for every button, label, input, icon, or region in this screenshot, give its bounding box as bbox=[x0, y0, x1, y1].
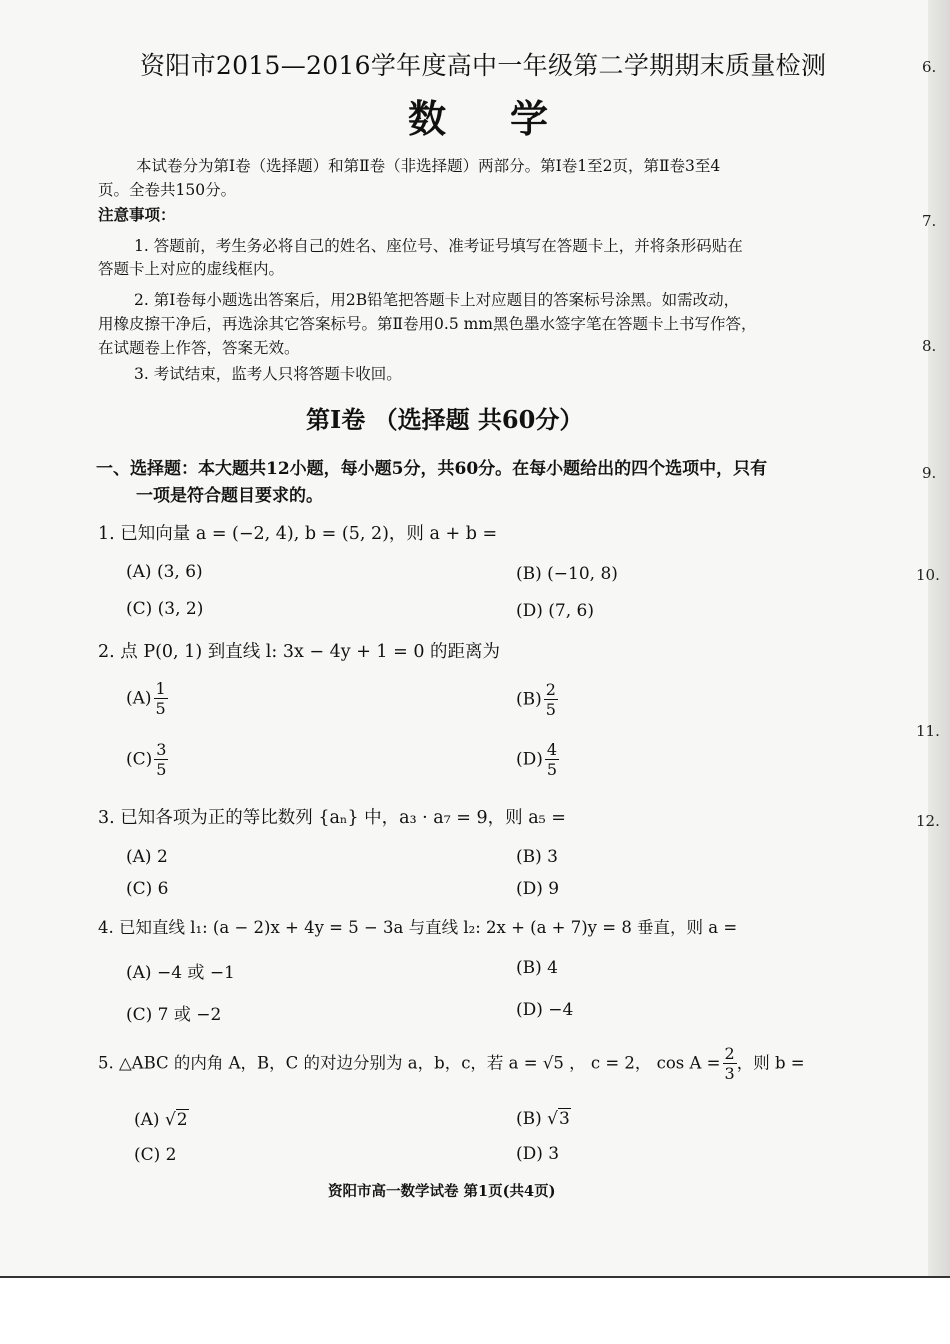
q2-option-b-label: (B) bbox=[516, 689, 542, 710]
q2-option-d-fraction bbox=[545, 742, 559, 778]
question-5-cos-fraction bbox=[723, 1046, 737, 1082]
q5-option-c: (C) 2 bbox=[134, 1145, 177, 1165]
intro-line-1: 本试卷分为第Ⅰ卷（选择题）和第Ⅱ卷（非选择题）两部分。第Ⅰ卷1至2页，第Ⅱ卷3至4 bbox=[136, 157, 721, 175]
q1-option-a: (A) (3, 6) bbox=[126, 562, 203, 582]
q4-option-c: (C) 7 或 −2 bbox=[126, 1005, 222, 1025]
q2-option-a-label: (A) bbox=[126, 688, 152, 709]
q3-option-c: (C) 6 bbox=[126, 879, 169, 899]
exam-title: 资阳市2015—2016学年度高中一年级第二学期期末质量检测 bbox=[140, 51, 827, 80]
section-title: 第Ⅰ卷 （选择题 共60分） bbox=[306, 405, 584, 434]
q5-option-a-radicand: 2 bbox=[176, 1110, 188, 1130]
q3-option-a: (A) 2 bbox=[126, 847, 168, 867]
q3-option-d: (D) 9 bbox=[516, 879, 560, 899]
margin-number-10: 10. bbox=[916, 566, 940, 584]
q5-option-b bbox=[516, 1109, 571, 1129]
question-5-stem bbox=[98, 1046, 805, 1082]
q4-option-a: (A) −4 或 −1 bbox=[126, 963, 235, 983]
q5-option-d: (D) 3 bbox=[516, 1144, 560, 1164]
question-5-cos-den: 3 bbox=[724, 1064, 735, 1083]
q2-option-d bbox=[516, 742, 559, 778]
q2-option-c-den: 5 bbox=[156, 760, 167, 779]
question-2-stem: 2. 点 P(0, 1) 到直线 l: 3x − 4y + 1 = 0 的距离为 bbox=[98, 642, 501, 662]
q2-option-d-den: 5 bbox=[546, 760, 558, 779]
part-heading-line-1: 一、选择题：本大题共12小题，每小题5分，共60分。在每小题给出的四个选项中，只有 bbox=[96, 459, 768, 479]
question-5-stem-a: 5. △ABC 的内角 A，B，C 的对边分别为 a，b，c，若 a = √5 ， c = 2， cos A = bbox=[98, 1053, 721, 1073]
q2-option-c-num: 3 bbox=[156, 740, 167, 759]
q2-option-c-fraction bbox=[154, 742, 168, 778]
q2-option-d-label: (D) bbox=[516, 749, 543, 770]
blank-area bbox=[0, 1278, 950, 1344]
question-1-stem: 1. 已知向量 a = (−2, 4), b = (5, 2)，则 a + b = bbox=[98, 524, 498, 544]
q2-option-a-den: 5 bbox=[155, 699, 166, 718]
margin-number-6: 6. bbox=[922, 58, 937, 76]
q5-option-a bbox=[134, 1110, 189, 1130]
q5-option-a-label: (A) bbox=[134, 1110, 160, 1130]
next-page-edge bbox=[928, 0, 950, 1276]
note-2c: 在试题卷上作答，答案无效。 bbox=[98, 339, 300, 357]
q2-option-a bbox=[126, 681, 168, 717]
question-4-stem: 4. 已知直线 l₁: (a − 2)x + 4y = 5 − 3a 与直线 l₂: 2x + (a + 7)y = 8 垂直，则 a = bbox=[98, 918, 738, 937]
note-2b: 用橡皮擦干净后，再选涂其它答案标号。第Ⅱ卷用0.5 mm黑色墨水签字笔在答题卡上书写作答， bbox=[98, 315, 757, 333]
question-5-cos-num: 2 bbox=[724, 1044, 735, 1063]
note-1a: 1. 答题前，考生务必将自己的姓名、座位号、准考证号填写在答题卡上，并将条形码贴在 bbox=[134, 237, 743, 255]
part-heading-line-2: 一项是符合题目要求的。 bbox=[136, 486, 323, 506]
margin-number-8: 8. bbox=[922, 337, 937, 355]
notes-title: 注意事项： bbox=[98, 205, 176, 224]
margin-number-11: 11. bbox=[916, 722, 940, 740]
q5-option-b-sqrt: √3 bbox=[547, 1109, 570, 1129]
q5-option-b-radicand: 3 bbox=[559, 1109, 570, 1129]
note-2a: 2. 第Ⅰ卷每小题选出答案后，用2B铅笔把答题卡上对应题目的答案标号涂黑。如需改动， bbox=[134, 291, 740, 309]
q2-option-b-fraction bbox=[544, 682, 558, 718]
page-footer: 资阳市高一数学试卷 第1页(共4页) bbox=[328, 1183, 556, 1200]
note-3: 3. 考试结束，监考人只将答题卡收回。 bbox=[134, 365, 402, 383]
q1-option-d: (D) (7, 6) bbox=[516, 601, 595, 621]
q2-option-b-num: 2 bbox=[545, 680, 556, 699]
margin-number-7: 7. bbox=[922, 212, 937, 230]
q4-option-b: (B) 4 bbox=[516, 958, 558, 978]
q1-option-c: (C) (3, 2) bbox=[126, 599, 204, 619]
q2-option-c bbox=[126, 742, 168, 778]
q5-option-a-sqrt: √2 bbox=[164, 1110, 188, 1130]
q2-option-d-num: 4 bbox=[546, 740, 558, 759]
q4-option-d: (D) −4 bbox=[516, 1000, 574, 1020]
q2-option-a-fraction bbox=[154, 681, 168, 717]
margin-number-9: 9. bbox=[922, 464, 937, 482]
q3-option-b: (B) 3 bbox=[516, 847, 558, 867]
intro-line-2: 页。全卷共150分。 bbox=[98, 181, 237, 199]
subject-title: 数学 bbox=[408, 96, 613, 141]
q2-option-b bbox=[516, 682, 558, 718]
q5-option-b-label: (B) bbox=[516, 1109, 542, 1129]
question-5-stem-b: ，则 b = bbox=[736, 1053, 805, 1073]
question-3-stem: 3. 已知各项为正的等比数列 {aₙ} 中，a₃ · a₇ = 9，则 a₅ = bbox=[98, 808, 566, 828]
q2-option-a-num: 1 bbox=[155, 679, 166, 698]
q2-option-b-den: 5 bbox=[545, 700, 556, 719]
q1-option-b: (B) (−10, 8) bbox=[516, 564, 618, 584]
note-1b: 答题卡上对应的虚线框内。 bbox=[98, 260, 285, 278]
q2-option-c-label: (C) bbox=[126, 749, 153, 770]
margin-number-12: 12. bbox=[916, 812, 940, 830]
